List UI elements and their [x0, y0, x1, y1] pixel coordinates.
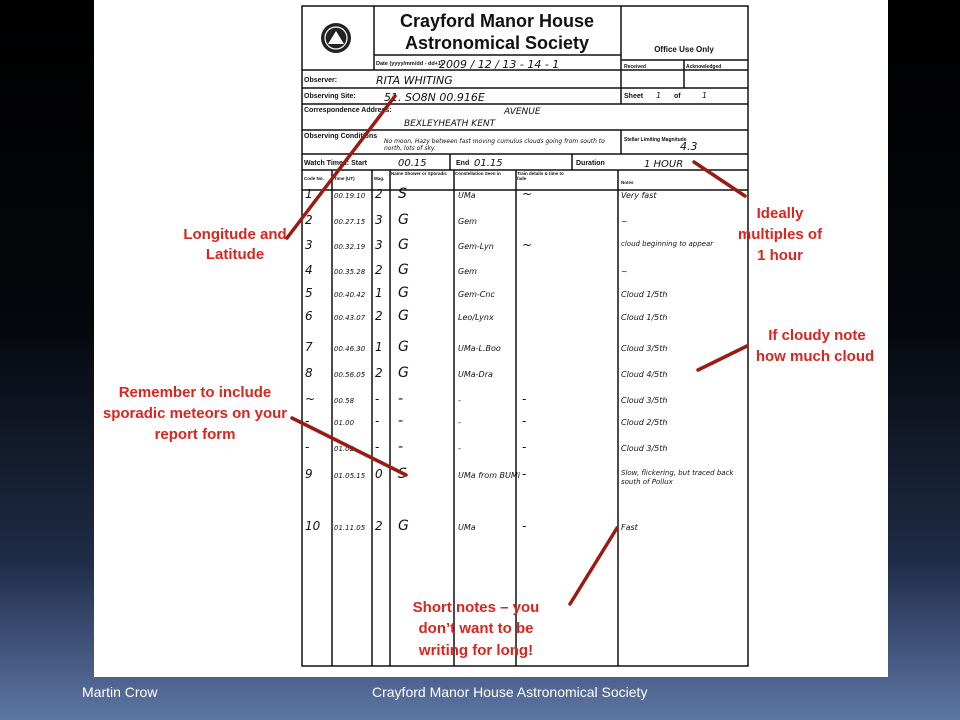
col-header-time: Time (UT) — [334, 176, 355, 181]
cell-mag: 2 — [375, 263, 383, 277]
duration-label: Duration — [576, 160, 605, 167]
cell-code: 3 — [305, 238, 313, 252]
society-logo-icon — [321, 23, 351, 53]
cell-notes: Cloud 2/5th — [621, 418, 668, 427]
col-header-mag: Mag. — [374, 176, 385, 181]
cell-mag: 2 — [375, 366, 383, 380]
office-use-label: Office Use Only — [654, 45, 714, 54]
cell-notes: Fast — [621, 523, 638, 532]
cell-constellation: UMa from BUMi — [458, 471, 521, 480]
cell-shower: G — [398, 285, 409, 301]
cell-mag: 3 — [375, 238, 383, 252]
observer-value: RITA WHITING — [376, 74, 453, 87]
cell-constellation: UMa — [458, 523, 476, 532]
cell-time: 01.02 — [334, 445, 355, 453]
longitude-callout-line1: Longitude and — [183, 226, 287, 243]
short-notes-callout-line3: writing for long! — [418, 642, 534, 659]
cell-notes: Cloud 3/5th — [621, 444, 668, 453]
cell-notes: ~ — [621, 217, 628, 226]
stellar-label: Stellar Limiting Magnitude — [624, 137, 687, 143]
cell-code: 4 — [305, 263, 313, 277]
observer-label: Observer: — [304, 77, 338, 84]
col-header-train: Train details & time to fade — [517, 171, 564, 181]
cell-mag: 0 — [375, 467, 383, 481]
cell-time: 00.35.28 — [334, 268, 366, 276]
sporadic-callout-line3: report form — [154, 426, 236, 443]
multiples-callout-line3: 1 hour — [757, 247, 803, 264]
cell-mag: 2 — [375, 309, 383, 323]
stellar-value: 4.3 — [680, 140, 698, 153]
cell-train: ~ — [522, 238, 533, 252]
cell-shower: G — [398, 365, 409, 381]
conditions-label: Observing Conditions — [304, 133, 378, 140]
cell-constellation: Gem-Lyn — [458, 242, 494, 251]
multiples-arrow — [694, 162, 745, 196]
watch-start: 00.15 — [398, 158, 427, 169]
cell-shower: S — [398, 466, 407, 482]
end-label: End — [456, 160, 470, 167]
cell-shower: - — [398, 391, 404, 407]
cell-mag: 1 — [375, 286, 383, 300]
cell-constellation: Gem — [458, 267, 477, 276]
cell-mag: 3 — [375, 213, 383, 227]
cell-train: - — [522, 392, 527, 406]
received-label: Received — [624, 64, 646, 70]
cell-time: 00.32.19 — [334, 243, 366, 251]
col-header-shower: Name Shower or Sporadic — [391, 171, 448, 176]
acknowledged-label: Acknowledged — [686, 64, 722, 70]
cloudy-arrow — [698, 346, 747, 370]
society-title-line1: Crayford Manor House — [399, 11, 595, 31]
short-notes-callout-line1: Short notes – you — [412, 599, 540, 616]
duration-value: 1 HOUR — [644, 159, 684, 170]
cell-train: - — [522, 440, 527, 454]
cell-time: 00.58 — [334, 397, 355, 405]
cell-shower: G — [398, 237, 409, 253]
cell-constellation: Gem — [458, 217, 477, 226]
cell-code: 7 — [305, 340, 313, 354]
of-label: of — [674, 93, 681, 100]
longitude-callout-line2: Latitude — [205, 246, 265, 263]
cell-time: 00.46.30 — [334, 345, 366, 353]
cell-code: 2 — [305, 213, 313, 227]
cell-time: 00.56.05 — [334, 371, 366, 379]
cell-constellation: Leo/Lynx — [458, 313, 494, 322]
cell-notes: Cloud 3/5th — [621, 344, 668, 353]
cell-time: 00.27.15 — [334, 218, 366, 226]
cell-time: 00.40.42 — [334, 291, 366, 299]
cloudy-callout-line1: If cloudy note — [768, 327, 866, 344]
sheet-label: Sheet — [624, 93, 644, 100]
cell-constellation: - — [458, 396, 461, 405]
watch-end: 01.15 — [474, 158, 503, 169]
cell-constellation: Gem-Cnc — [458, 290, 495, 299]
short-notes-callout-line2: don’t want to be — [418, 620, 534, 637]
cell-notes: Cloud 3/5th — [621, 396, 668, 405]
footer-author: Martin Crow — [82, 684, 158, 700]
cell-train: - — [522, 519, 527, 533]
cell-notes: Cloud 1/5th — [621, 290, 668, 299]
cell-code: - — [305, 440, 310, 454]
cell-constellation: - — [458, 444, 461, 453]
sporadic-callout-line1: Remember to include — [118, 384, 272, 401]
multiples-callout-line1: Ideally — [756, 205, 804, 222]
cell-code: 5 — [305, 286, 313, 300]
cell-shower: - — [398, 413, 404, 429]
cell-train: - — [522, 467, 527, 481]
cell-train: - — [522, 414, 527, 428]
cell-mag: - — [375, 392, 380, 406]
watch-label: Watch Times: Start — [304, 160, 368, 167]
conditions-value: No moon, Hazy between fast moving cumulus clouds going from south to north, lots of sky. — [384, 138, 605, 152]
cell-time: 00.43.07 — [334, 314, 366, 322]
cell-shower: S — [398, 186, 407, 202]
site-label: Observing Site: — [304, 93, 356, 100]
cell-train: ~ — [522, 187, 533, 201]
cell-code: 6 — [305, 309, 313, 323]
form-border — [302, 6, 748, 666]
cloudy-callout-line2: how much cloud — [755, 348, 875, 365]
address-line2: BEXLEYHEATH KENT — [404, 119, 496, 129]
sheet-number: 1 — [656, 91, 662, 100]
cell-notes: cloud beginning to appear — [621, 240, 714, 248]
cell-notes: Cloud 1/5th — [621, 313, 668, 322]
cell-mag: 1 — [375, 340, 383, 354]
cell-constellation: UMa-L.Boo — [458, 344, 501, 353]
cell-constellation: - — [458, 418, 461, 427]
cell-time: 01.00 — [334, 419, 355, 427]
footer-society: Crayford Manor House Astronomical Society — [372, 684, 648, 700]
society-title-line2: Astronomical Society — [404, 33, 590, 53]
cell-mag: 2 — [375, 519, 383, 533]
multiples-callout-line2: multiples of — [737, 226, 823, 243]
observation-table — [305, 186, 741, 534]
cell-mag: - — [375, 440, 380, 454]
short-notes-arrow — [570, 528, 617, 604]
cell-mag: - — [375, 414, 380, 428]
cell-code: - — [305, 414, 310, 428]
date-value: 2009 / 12 / 13 - 14 - 1 — [439, 58, 560, 71]
sporadic-callout-line2: sporadic meteors on your — [102, 405, 288, 422]
cell-code: ~ — [305, 392, 316, 406]
cell-code: 9 — [305, 467, 313, 481]
cell-notes: Cloud 4/5th — [621, 370, 668, 379]
cell-notes: ~ — [621, 267, 628, 276]
sheet-total: 1 — [702, 91, 708, 100]
address-label: Correspondence Address: — [304, 107, 392, 114]
cell-constellation: UMa — [458, 191, 476, 200]
cell-shower: G — [398, 518, 409, 534]
address-line1: AVENUE — [504, 107, 541, 117]
cell-mag: 2 — [375, 187, 383, 201]
col-header-notes: Notes — [621, 180, 634, 185]
cell-time: 01.05.15 — [334, 472, 366, 480]
cell-shower: G — [398, 262, 409, 278]
cell-notes: Slow, flickering, but traced back south of Pollux — [621, 469, 734, 486]
cell-constellation: UMa-Dra — [458, 370, 493, 379]
cell-shower: - — [398, 439, 404, 455]
cell-code: 1 — [305, 187, 313, 201]
cell-code: 10 — [305, 519, 321, 533]
cell-shower: G — [398, 308, 409, 324]
site-value: 51. SO8N 00.916E — [384, 91, 485, 104]
cell-code: 8 — [305, 366, 313, 380]
col-header-code: Code No. — [304, 176, 324, 181]
cell-notes: Very fast — [621, 191, 657, 200]
cell-shower: G — [398, 339, 409, 355]
col-header-constellation: Constellation Seen in — [455, 171, 501, 176]
date-label: Date (yyyy/mm/dd - dd+1) — [376, 61, 443, 67]
cell-time: 00.19.10 — [334, 192, 366, 200]
report-form-image — [94, 0, 888, 677]
cell-shower: G — [398, 212, 409, 228]
cell-time: 01.11.05 — [334, 524, 366, 532]
